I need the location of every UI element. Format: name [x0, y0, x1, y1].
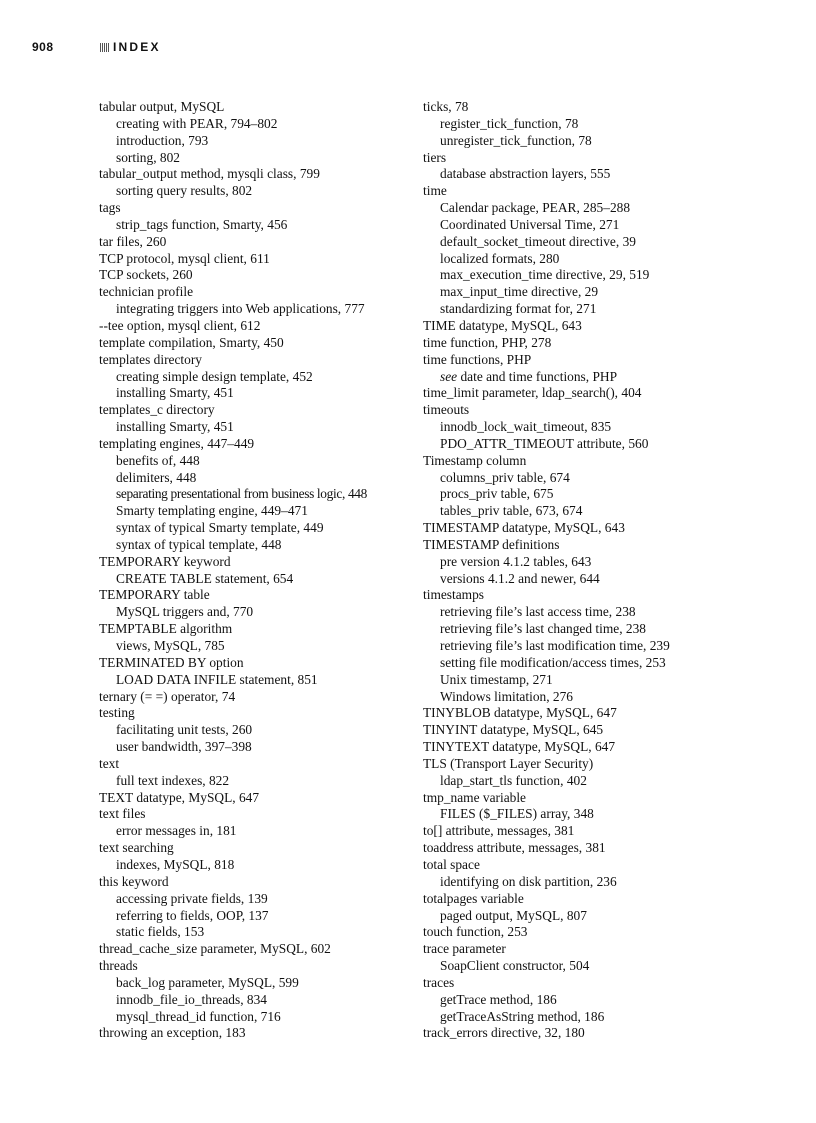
- index-entry: total space: [423, 856, 480, 872]
- index-entry: TEMPORARY table: [99, 587, 210, 603]
- index-subentry: installing Smarty, 451: [116, 419, 234, 435]
- index-subentry: retrieving file’s last access time, 238: [440, 604, 636, 620]
- index-subentry: benefits of, 448: [116, 452, 200, 468]
- index-subentry: CREATE TABLE statement, 654: [116, 570, 294, 586]
- index-column-right: [423, 99, 723, 1042]
- index-entry: trace parameter: [423, 941, 506, 957]
- index-subentry: back_log parameter, MySQL, 599: [116, 974, 299, 990]
- index-entry: TINYBLOB datatype, MySQL, 647: [423, 705, 617, 721]
- index-entry: track_errors directive, 32, 180: [423, 1025, 585, 1041]
- index-subentry: setting file modification/access times, 253: [440, 654, 666, 670]
- index-entry: ternary (= =) operator, 74: [99, 688, 236, 704]
- index-entry: thread_cache_size parameter, MySQL, 602: [99, 941, 331, 957]
- index-subentry: FILES ($_FILES) array, 348: [440, 806, 594, 822]
- index-entry: template compilation, Smarty, 450: [99, 334, 284, 350]
- index-entry: threads: [99, 958, 138, 974]
- index-entry: text files: [99, 806, 146, 822]
- index-subentry: procs_priv table, 675: [440, 486, 554, 502]
- index-entry: time: [423, 183, 447, 199]
- index-entry: touch function, 253: [423, 924, 528, 940]
- index-entry: traces: [423, 974, 455, 990]
- index-entry: tabular output, MySQL: [99, 99, 225, 114]
- index-entry: tags: [99, 200, 121, 216]
- index-entry: Timestamp column: [423, 452, 527, 468]
- index-entry: TEXT datatype, MySQL, 647: [99, 789, 260, 805]
- index-subentry: Smarty templating engine, 449–471: [116, 503, 308, 519]
- index-subentry: MySQL triggers and, 770: [116, 604, 254, 620]
- index-entry: throwing an exception, 183: [99, 1025, 246, 1041]
- index-subentry: Calendar package, PEAR, 285–288: [440, 200, 631, 216]
- index-entry: TCP protocol, mysql client, 611: [99, 250, 270, 266]
- index-subentry: standardizing format for, 271: [440, 301, 597, 317]
- index-entry: testing: [99, 705, 135, 721]
- index-subentry: SoapClient constructor, 504: [440, 958, 590, 974]
- index-subentry: retrieving file’s last modification time, 239: [440, 638, 670, 653]
- index-entry: text: [99, 755, 120, 771]
- see-reference-label: see: [440, 368, 458, 384]
- index-entry-text: date and time functions, PHP: [457, 368, 618, 384]
- index-subentry: user bandwidth, 397–398: [116, 739, 252, 755]
- index-subentry: introduction, 793: [116, 132, 209, 148]
- index-entry: timeouts: [423, 402, 470, 418]
- index-subentry: referring to fields, OOP, 137: [116, 907, 269, 923]
- index-subentry: register_tick_function, 78: [440, 115, 579, 131]
- index-subentry: unregister_tick_function, 78: [440, 132, 592, 148]
- index-subentry: separating presentational from business logic, 448: [116, 486, 367, 502]
- index-subentry: static fields, 153: [116, 924, 205, 940]
- index-entry: tiers: [423, 149, 447, 165]
- index-subentry: localized formats, 280: [440, 250, 560, 266]
- index-entry: TINYTEXT datatype, MySQL, 647: [423, 739, 616, 755]
- index-entry: templates_c directory: [99, 402, 215, 418]
- index-subentry: pre version 4.1.2 tables, 643: [440, 553, 592, 569]
- index-subentry: retrieving file’s last changed time, 238: [440, 621, 647, 637]
- index-subentry: Coordinated Universal Time, 271: [440, 216, 620, 232]
- index-subentry: getTrace method, 186: [440, 991, 557, 1007]
- index-entry: totalpages variable: [423, 890, 524, 906]
- index-subentry: innodb_file_io_threads, 834: [116, 991, 267, 1007]
- running-title: INDEX: [113, 40, 161, 54]
- index-subentry: syntax of typical Smarty template, 449: [116, 520, 324, 536]
- index-subentry: database abstraction layers, 555: [440, 166, 611, 182]
- index-subentry: syntax of typical template, 448: [116, 536, 282, 552]
- index-subentry: creating with PEAR, 794–802: [116, 115, 278, 131]
- index-entry: TCP sockets, 260: [99, 267, 193, 283]
- index-entry: TEMPTABLE algorithm: [99, 621, 233, 637]
- index-subentry: strip_tags function, Smarty, 456: [116, 216, 288, 232]
- index-subentry: delimiters, 448: [116, 469, 197, 485]
- index-subentry: versions 4.1.2 and newer, 644: [440, 570, 600, 586]
- section-marker-icon: [100, 43, 110, 52]
- index-subentry: Unix timestamp, 271: [440, 671, 553, 687]
- index-entry: to[] attribute, messages, 381: [423, 823, 575, 839]
- index-entry: TERMINATED BY option: [99, 654, 244, 670]
- index-entry: TIMESTAMP datatype, MySQL, 643: [423, 520, 625, 536]
- index-entry: TIMESTAMP definitions: [423, 536, 560, 552]
- index-subentry: facilitating unit tests, 260: [116, 722, 253, 738]
- index-entry: TEMPORARY keyword: [99, 553, 231, 569]
- index-subentry: views, MySQL, 785: [116, 638, 225, 653]
- index-subentry: sorting query results, 802: [116, 183, 253, 199]
- index-entry: text searching: [99, 840, 174, 856]
- index-entry: toaddress attribute, messages, 381: [423, 840, 606, 856]
- index-subentry: error messages in, 181: [116, 823, 237, 839]
- index-subentry: accessing private fields, 139: [116, 890, 268, 906]
- running-header: [32, 40, 161, 54]
- index-entry: TLS (Transport Layer Security): [423, 755, 594, 771]
- index-subentry: indexes, MySQL, 818: [116, 856, 235, 872]
- index-subentry: mysql_thread_id function, 716: [116, 1008, 281, 1024]
- index-subentry: integrating triggers into Web applications, 777: [116, 301, 365, 317]
- page-number: 908: [32, 40, 54, 54]
- index-subentry: Windows limitation, 276: [440, 688, 573, 704]
- index-subentry: PDO_ATTR_TIMEOUT attribute, 560: [440, 435, 649, 451]
- index-subentry: creating simple design template, 452: [116, 368, 313, 384]
- index-subentry: columns_priv table, 674: [440, 469, 570, 485]
- index-column-left: [99, 99, 399, 1042]
- index-entry: time functions, PHP: [423, 351, 532, 367]
- index-entry: time_limit parameter, ldap_search(), 404: [423, 385, 642, 401]
- index-entry: tabular_output method, mysqli class, 799: [99, 166, 320, 182]
- index-subentry: getTraceAsString method, 186: [440, 1008, 605, 1024]
- index-entry: templates directory: [99, 351, 202, 367]
- index-entry: ticks, 78: [423, 99, 469, 114]
- index-entry: TIME datatype, MySQL, 643: [423, 317, 582, 333]
- index-subentry: [423, 369, 723, 386]
- index-subentry: tables_priv table, 673, 674: [440, 503, 583, 519]
- index-subentry: full text indexes, 822: [116, 772, 230, 788]
- index-entry: TINYINT datatype, MySQL, 645: [423, 722, 604, 738]
- index-entry: technician profile: [99, 284, 194, 300]
- index-subentry: max_input_time directive, 29: [440, 284, 599, 300]
- index-subentry: installing Smarty, 451: [116, 385, 234, 401]
- index-entry: time function, PHP, 278: [423, 334, 552, 350]
- index-subentry: ldap_start_tls function, 402: [440, 772, 587, 788]
- index-entry: timestamps: [423, 587, 484, 603]
- index-entry: --tee option, mysql client, 612: [99, 317, 261, 333]
- index-subentry: paged output, MySQL, 807: [440, 907, 587, 923]
- index-entry: tar files, 260: [99, 233, 167, 249]
- index-subentry: LOAD DATA INFILE statement, 851: [116, 671, 318, 687]
- index-subentry: identifying on disk partition, 236: [440, 873, 617, 889]
- index-subentry: innodb_lock_wait_timeout, 835: [440, 419, 612, 435]
- index-subentry: max_execution_time directive, 29, 519: [440, 267, 650, 283]
- index-entry: templating engines, 447–449: [99, 435, 255, 451]
- index-entry: tmp_name variable: [423, 789, 526, 805]
- index-subentry: sorting, 802: [116, 149, 180, 165]
- index-entry: this keyword: [99, 873, 169, 889]
- index-subentry: default_socket_timeout directive, 39: [440, 233, 636, 249]
